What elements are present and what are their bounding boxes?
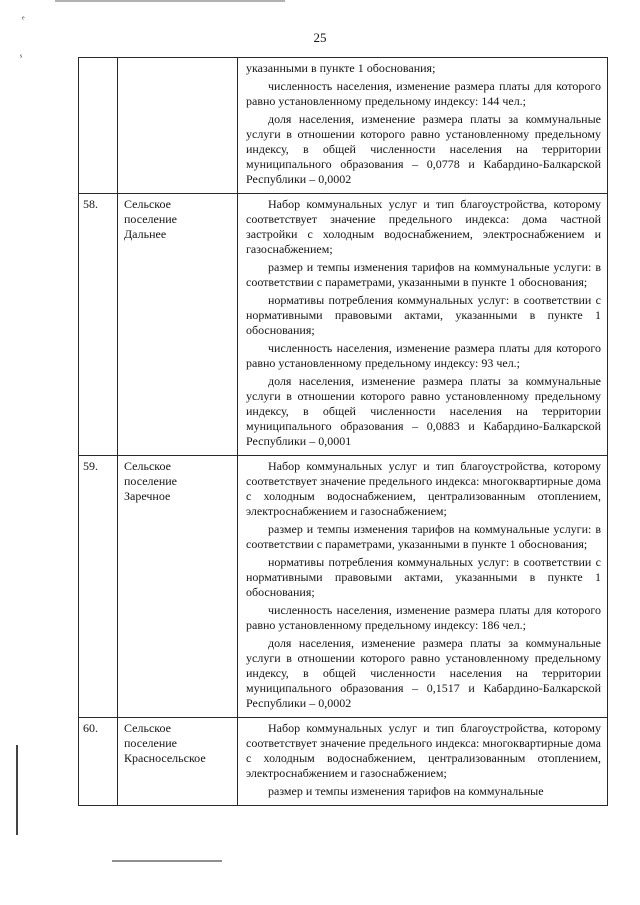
description-cell xyxy=(238,718,608,806)
settlement-name-line: поселение xyxy=(124,212,178,226)
row-number: 59. xyxy=(79,456,118,718)
scan-top-strip xyxy=(55,0,285,6)
settlement-name-line: Сельское xyxy=(124,459,171,473)
description-paragraph: Набор коммунальных услуг и тип благоустройства, которому соответствует значение предельного индекса: многоквартирные дома с холодным водоснабжением, централизованным отоплением, электроснабжением и газоснабжением; xyxy=(246,721,601,780)
scan-mark: ˢ xyxy=(20,52,23,63)
settlement-name-line: Красносельское xyxy=(124,751,206,765)
settlement-name-line: поселение xyxy=(124,474,178,488)
settlement-name xyxy=(118,194,238,456)
settlement-name-line: Сельское xyxy=(124,721,171,735)
description-paragraph: размер и темпы изменения тарифов на коммунальные xyxy=(268,784,544,798)
description-cell xyxy=(238,456,608,718)
settlement-name-line: Заречное xyxy=(124,489,171,503)
settlements-table xyxy=(78,57,608,806)
description-paragraph: Набор коммунальных услуг и тип благоустройства, которому соответствует значение предельного индекса: многоквартирные дома с холодным водоснабжением, централизованным отоплением, электроснабжением и газоснабжением; xyxy=(246,459,601,518)
scan-mark: ᵉ xyxy=(22,14,25,25)
description-paragraph: численность населения, изменение размера платы для которого равно установленному предельному индексу: 144 чел.; xyxy=(246,79,601,108)
description-cell xyxy=(238,58,608,194)
description-paragraph: численность населения, изменение размера платы для которого равно установленному предельному индексу: 93 чел.; xyxy=(246,341,601,370)
description-paragraph: численность населения, изменение размера платы для которого равно установленному предельному индексу: 186 чел.; xyxy=(246,603,601,632)
table-row xyxy=(79,58,608,194)
description-paragraph: нормативы потребления коммунальных услуг: в соответствии с нормативными правовыми актами, указанными в пункте 1 обоснования; xyxy=(246,293,601,337)
table-row xyxy=(79,194,608,456)
row-number: 58. xyxy=(79,194,118,456)
row-number: 60. xyxy=(79,718,118,806)
table-row xyxy=(79,718,608,806)
scan-edge-line xyxy=(16,745,18,835)
page-number: 25 xyxy=(313,30,327,45)
settlement-name-line: Сельское xyxy=(124,197,171,211)
settlement-name-line: поселение xyxy=(124,736,178,750)
description-paragraph: доля населения, изменение размера платы за коммунальные услуги в отношении которого равно установленному предельному индексу, в общей численности населения на территории муниципального образования – 0,0778 и Кабардино-Балкарской Республики – 0,0002 xyxy=(246,112,601,186)
table-row xyxy=(79,456,608,718)
settlement-name xyxy=(118,456,238,718)
description-paragraph: доля населения, изменение размера платы за коммунальные услуги в отношении которого равно установленному предельному индексу, в общей численности населения на территории муниципального образования – 0,0883 и Кабардино-Балкарской Республики – 0,0001 xyxy=(246,374,601,448)
scan-edge-line xyxy=(112,860,222,862)
description-paragraph: нормативы потребления коммунальных услуг: в соответствии с нормативными правовыми актами, указанными в пункте 1 обоснования; xyxy=(246,555,601,599)
description-paragraph: Набор коммунальных услуг и тип благоустройства, которому соответствует значение предельного индекса: дома частной застройки с холодным водоснабжением, электроснабжением и газоснабжением; xyxy=(246,197,601,256)
description-paragraph: размер и темпы изменения тарифов на коммунальные услуги: в соответствии с параметрами, указанными в пункте 1 обоснования; xyxy=(246,260,601,289)
description-paragraph: доля населения, изменение размера платы за коммунальные услуги в отношении которого равно установленному предельному индексу, в общей численности населения на территории муниципального образования – 0,1517 и Кабардино-Балкарской Республики – 0,0002 xyxy=(246,636,601,710)
table-body xyxy=(79,58,608,806)
row-number xyxy=(79,58,118,194)
settlement-name xyxy=(118,58,238,194)
description-cell xyxy=(238,194,608,456)
description-paragraph: указанными в пункте 1 обоснования; xyxy=(246,61,436,75)
settlement-name-line: Дальнее xyxy=(124,227,167,241)
description-paragraph: размер и темпы изменения тарифов на коммунальные услуги: в соответствии с параметрами, указанными в пункте 1 обоснования; xyxy=(246,522,601,551)
settlement-name xyxy=(118,718,238,806)
